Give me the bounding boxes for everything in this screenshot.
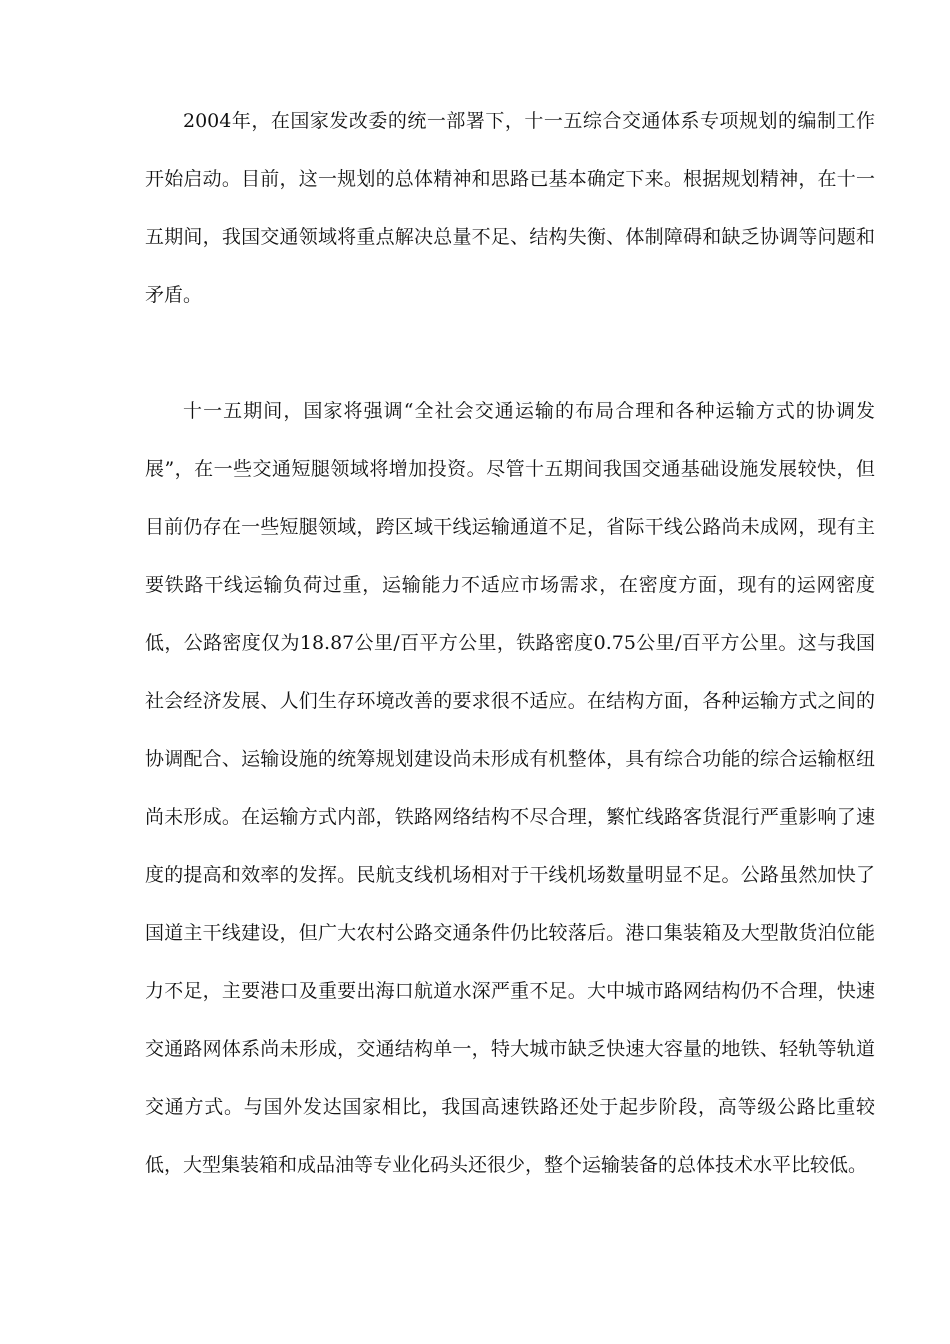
paragraph-transport-shortcomings: 十一五期间，国家将强调“全社会交通运输的布局合理和各种运输方式的协调发展”，在一些交通短腿领域将增加投资。尽管十五期间我国交通基础设施发展较快，但目前仍存在一些短腿领域，跨区域干线运输通道不足，省际干线公路尚未成网，现有主要铁路干线运输负荷过重，运输能力不适应市场需求，在密度方面，现有的运网密度低，公路密度仅为18.87公里/百平方公里，铁路密度0.75公里/百平方公里。这与我国社会经济发展、人们生存环境改善的要求很不适应。在结构方面，各种运输方式之间的协调配合、运输设施的统筹规划建设尚未形成有机整体，具有综合功能的综合运输枢纽尚未形成。在运输方式内部，铁路网络结构不尽合理，繁忙线路客货混行严重影响了速度的提高和效率的发挥。民航支线机场相对于干线机场数量明显不足。公路虽然加快了国道主干线建设，但广大农村公路交通条件仍比较落后。港口集装箱及大型散货泊位能力不足，主要港口及重要出海口航道水深严重不足。大中城市路网结构仍不合理，快速交通路网体系尚未形成，交通结构单一，特大城市缺乏快速大容量的地铁、轻轨等轨道交通方式。与国外发达国家相比，我国高速铁路还处于起步阶段，高等级公路比重较低，大型集装箱和成品油等专业化码头还很少，整个运输装备的总体技术水平比较低。 [145,400,875,1176]
paragraph-planning-intro: 2004年，在国家发改委的统一部署下，十一五综合交通体系专项规划的编制工作开始启动。目前，这一规划的总体精神和思路已基本确定下来。根据规划精神，在十一五期间，我国交通领域将重点解决总量不足、结构失衡、体制障碍和缺乏协调等问题和矛盾。 [145,110,875,306]
